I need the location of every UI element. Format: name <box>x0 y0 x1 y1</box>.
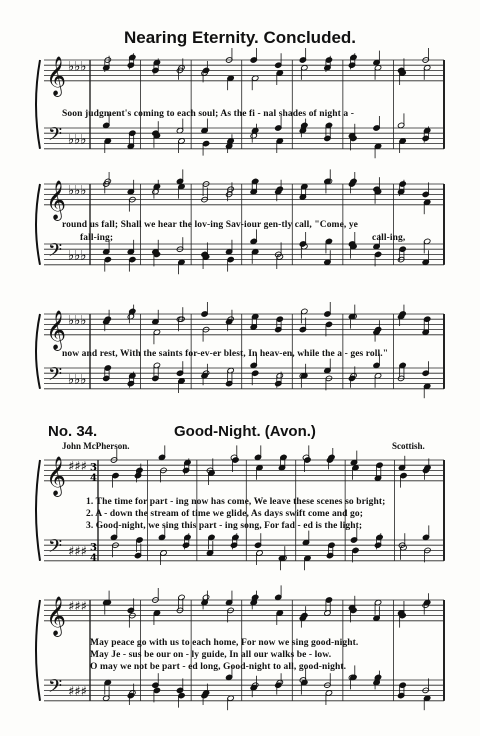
treble-time-signature-4: 3 <box>90 462 97 474</box>
bass-key-signature-4: ♯♯♯ <box>68 544 87 560</box>
bass-key-signature-5: ♯♯♯ <box>68 684 87 700</box>
verse-2-line-2: May Je - sus be our on - ly guide, In all our walks be - low. <box>90 650 332 660</box>
treble-staff-4 <box>44 460 444 481</box>
system-brace-1 <box>36 60 40 149</box>
treble-key-signature-2: ♭♭♭ <box>68 183 87 199</box>
treble-key-signature-3: ♭♭♭ <box>68 313 87 329</box>
author-credit: John McPherson. <box>62 441 130 451</box>
bass-key-signature-3: ♭♭♭ <box>68 372 87 388</box>
treble-clef-3: 𝄞 <box>46 309 67 350</box>
bass-clef-2: 𝄢 <box>48 240 63 266</box>
verse-1-line-2: May peace go with us to each home, For now we sing good-night. <box>90 638 359 648</box>
treble-clef-2: 𝄞 <box>46 179 67 220</box>
bass-notes-5 <box>103 665 431 710</box>
treble-key-signature-5: ♯♯♯ <box>68 599 87 615</box>
hymn1-alto-word-2: call-ing, <box>372 233 406 243</box>
treble-notes-4 <box>110 445 431 487</box>
bass-clef-3: 𝄢 <box>48 364 63 390</box>
system-brace-3 <box>36 314 40 389</box>
verse-3-line-1: 3. Good-night, we sing this part - ing song, For fad - ed is the light; <box>86 521 363 531</box>
verse-3-line-2: O may we not be part - ed long, Good-night to all, good-night. <box>90 662 347 672</box>
bass-clef-1: 𝄢 <box>48 124 63 150</box>
hymn-number: No. 34. <box>48 423 98 440</box>
treble-key-signature-1: ♭♭♭ <box>68 59 87 75</box>
bass-notes-4 <box>110 525 431 570</box>
verse-1-line-1: 1. The time for part - ing now has come, We leave these scenes so bright; <box>86 497 386 507</box>
bass-clef-5: 𝄢 <box>48 676 63 702</box>
bass-time-signature-4: 3 <box>90 542 97 554</box>
tune-origin: Scottish. <box>392 441 425 451</box>
hymn1-alto-word-1: fall-ing; <box>80 233 114 243</box>
page-title: Nearing Eternity. Concluded. <box>123 28 357 47</box>
treble-clef-5: 𝄞 <box>46 595 67 636</box>
bass-staff-5 <box>44 680 444 701</box>
bass-staff-4 <box>44 540 444 561</box>
hymn-title: Good-Night. (Avon.) <box>174 423 316 440</box>
bass-key-signature-1: ♭♭♭ <box>68 132 87 148</box>
treble-key-signature-4: ♯♯♯ <box>68 459 87 475</box>
system-brace-4 <box>36 460 40 561</box>
bass-notes-1 <box>103 113 431 158</box>
system-brace-5 <box>36 600 40 701</box>
treble-notes-2 <box>103 169 431 214</box>
treble-notes-5 <box>103 585 431 627</box>
hymn1-lyric-line-2: round us fall; Shall we hear the lov-ing Sav-iour gen-tly call, "Come, ye <box>62 220 358 230</box>
bass-key-signature-2: ♭♭♭ <box>68 248 87 264</box>
bass-notes-3 <box>103 353 431 398</box>
system-brace-2 <box>36 184 40 265</box>
treble-clef-1: 𝄞 <box>46 55 67 96</box>
bass-staff-1 <box>44 128 444 149</box>
bass-time-signature-lower-4: 4 <box>90 552 97 564</box>
treble-clef-4: 𝄞 <box>46 455 67 496</box>
bass-clef-4: 𝄢 <box>48 536 63 562</box>
treble-notes-1 <box>103 48 431 90</box>
hymn1-lyric-line-3: now and rest, With the saints for-ev-er blest, In heav-en, while the a - ges roll." <box>62 349 389 359</box>
hymn1-lyric-line-1: Soon judgment's coming to each soul; As the fi - nal shades of night a - <box>62 109 354 119</box>
treble-time-signature-lower-4: 4 <box>90 472 97 484</box>
verse-2-line-1: 2. A - down the stream of time we glide, As days swift come and go; <box>86 509 363 519</box>
treble-notes-3 <box>103 302 431 344</box>
barlines-1 <box>90 60 444 149</box>
treble-staff-2 <box>44 184 444 205</box>
